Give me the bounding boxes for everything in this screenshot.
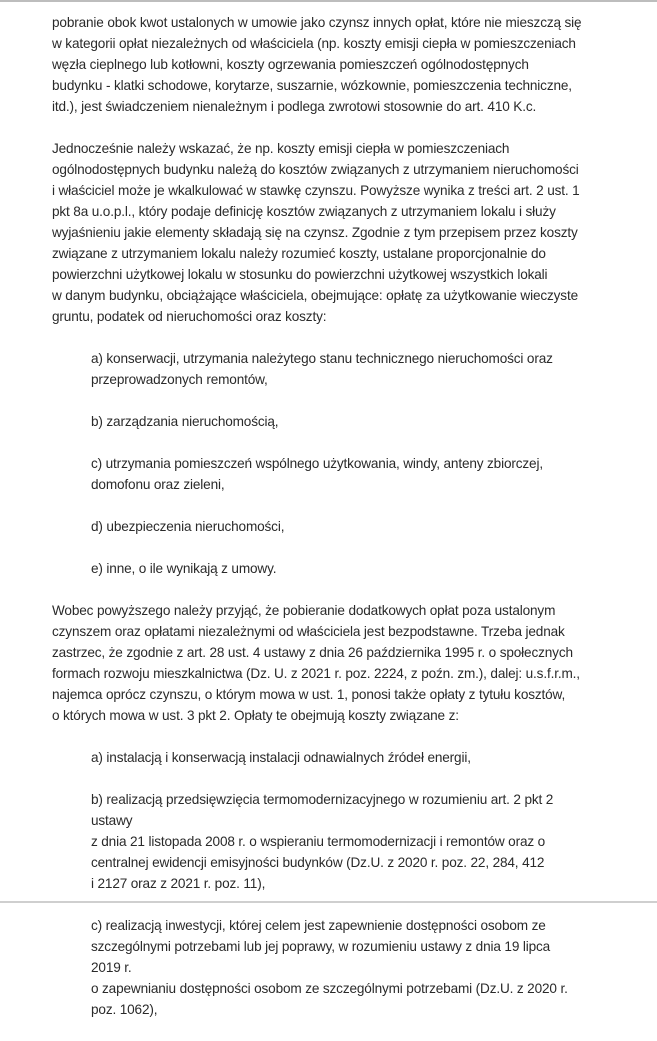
text-line: d) ubezpieczenia nieruchomości,: [91, 519, 285, 534]
text-line: związane z utrzymaniem lokalu należy rozumieć koszty, ustalane proporcjonalnie do: [52, 246, 546, 261]
text-line: o zapewnianiu dostępności osobom ze szczególnymi potrzebami (Dz.U. z 2020 r.: [91, 981, 568, 996]
text-line: formach rozwoju mieszkalnictwa (Dz. U. z 2021 r. poz. 2224, z poźn. zm.), dalej: u.s.f.r.m.,: [52, 666, 580, 681]
text-line: Jednocześnie należy wskazać, że np. koszty emisji ciepła w pomieszczeniach: [52, 141, 510, 156]
text-line: w danym budynku, obciążające właściciela, obejmujące: opłatę za użytkowanie wieczyste: [52, 288, 578, 303]
fees-item-b: [91, 789, 612, 894]
text-line: pkt 8a u.o.p.l., który podaje definicję kosztów związanych z utrzymaniem lokalu i służy: [52, 204, 556, 219]
text-line: pobranie obok kwot ustalonych w umowie jako czynsz innych opłat, które nie mieszczą się: [52, 15, 582, 30]
text-line: c) realizacją inwestycji, której celem jest zapewnienie dostępności osobom ze: [91, 918, 546, 933]
fees-list: [52, 747, 612, 1020]
text-line: węzła cieplnego lub kotłowni, koszty ogrzewania pomieszczeń ogólnodostępnych: [52, 57, 529, 72]
text-line: zastrzec, że zgodnie z art. 28 ust. 4 ustawy z dnia 26 października 1995 r. o społecznych: [52, 645, 573, 660]
text-line: najemca oprócz czynszu, o którym mowa w ust. 1, ponosi także opłaty z tytułu kosztów,: [52, 687, 566, 702]
text-line: Wobec powyższego należy przyjąć, że pobieranie dodatkowych opłat poza ustalonym: [52, 603, 556, 618]
list-item-b: [91, 411, 612, 432]
document-page: [52, 12, 612, 1041]
text-line: b) zarządzania nieruchomością,: [91, 414, 279, 429]
text-line: i właściciel może je wkalkulować w stawkę czynszu. Powyższe wynika z treści art. 2 ust. 1: [52, 183, 580, 198]
text-line: ogólnodostępnych budynku należą do kosztów związanych z utrzymaniem nieruchomości: [52, 162, 579, 177]
text-line: z dnia 21 listopada 2008 r. o wspieraniu termomodernizacji i remontów oraz o: [91, 834, 546, 849]
text-line: b) realizacją przedsięwzięcia termomodernizacyjnego w rozumieniu art. 2 pkt 2: [91, 792, 554, 807]
text-line: wyjaśnieniu jakie elementy składają się na czynsz. Zgodnie z tym przepisem przez koszty: [52, 225, 578, 240]
text-line: w kategorii opłat niezależnych od właściciela (np. koszty emisji ciepła w pomieszczeniach: [52, 36, 576, 51]
text-line: c) utrzymania pomieszczeń wspólnego użytkowania, windy, anteny zbiorczej,: [91, 456, 543, 471]
fees-item-a: [91, 747, 612, 768]
text-line: domofonu oraz zieleni,: [91, 477, 225, 492]
text-line: a) konserwacji, utrzymania należytego stanu technicznego nieruchomości oraz: [91, 351, 553, 366]
paragraph-intro: [52, 12, 612, 117]
text-line: e) inne, o ile wynikają z umowy.: [91, 561, 277, 576]
list-item-d: [91, 516, 612, 537]
text-line: a) instalacją i konserwacją instalacji odnawialnych źródeł energii,: [91, 750, 471, 765]
text-line: poz. 1062),: [91, 1002, 158, 1017]
text-line: centralnej ewidencji emisyjności budynków (Dz.U. z 2020 r. poz. 22, 284, 412: [91, 855, 545, 870]
fees-item-c: [91, 915, 612, 1020]
list-item-e: [91, 558, 612, 579]
text-line: itd.), jest świadczeniem nienależnym i podlega zwrotowi stosownie do art. 410 K.c.: [52, 99, 537, 114]
page-top-edge: [0, 0, 657, 2]
paragraph-costs-definition: [52, 138, 612, 327]
paragraph-conclusion: [52, 600, 612, 726]
text-line: 2019 r.: [91, 960, 132, 975]
list-item-a: [91, 348, 612, 390]
text-line: o których mowa w ust. 3 pkt 2. Opłaty te obejmują koszty związane z:: [52, 708, 459, 723]
text-line: przeprowadzonych remontów,: [91, 372, 268, 387]
text-line: i 2127 oraz z 2021 r. poz. 11),: [91, 876, 266, 891]
text-line: powierzchni użytkowej lokalu w stosunku do powierzchni użytkowej wszystkich lokali: [52, 267, 548, 282]
text-line: ustawy: [91, 813, 133, 828]
cost-list: [52, 348, 612, 579]
text-line: gruntu, podatek od nieruchomości oraz koszty:: [52, 309, 327, 324]
text-line: budynku - klatki schodowe, korytarze, suszarnie, wózkownie, pomieszczenia techniczne,: [52, 78, 572, 93]
text-line: czynszem oraz opłatami niezależnymi od właściciela jest bezpodstawne. Trzeba jednak: [52, 624, 565, 639]
text-line: szczególnymi potrzebami lub jej poprawy, w rozumieniu ustawy z dnia 19 lipca: [91, 939, 551, 954]
list-item-c: [91, 453, 612, 495]
